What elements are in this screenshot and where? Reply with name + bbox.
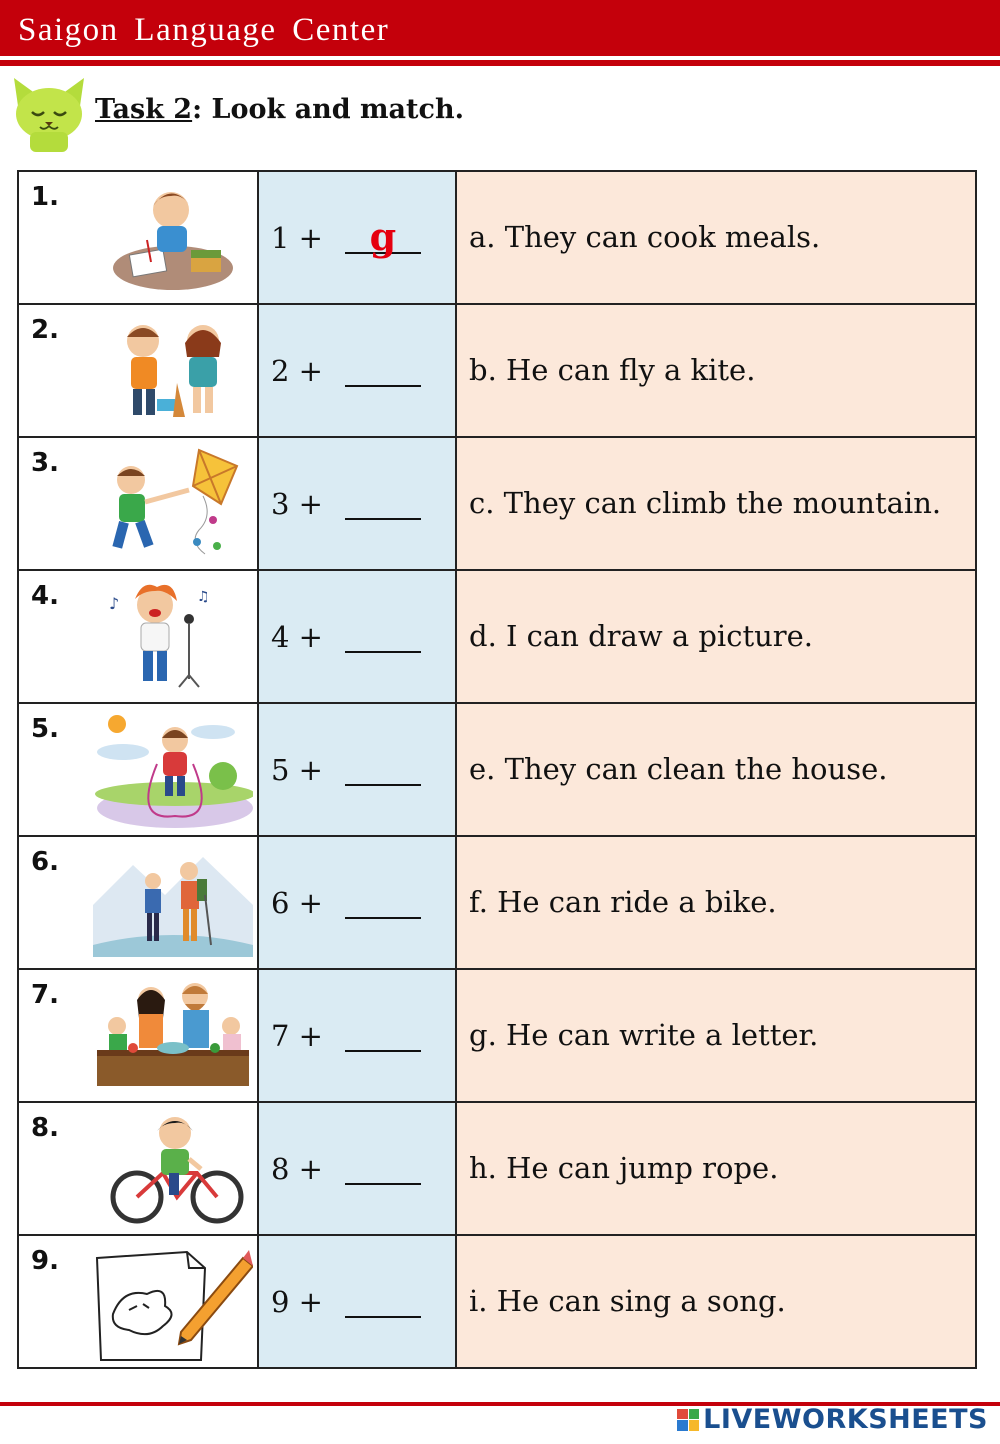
picture-cell — [18, 1102, 258, 1235]
picture-cell — [18, 836, 258, 969]
picture-cell — [18, 304, 258, 437]
boy-jump-rope-picture — [93, 712, 253, 830]
option-cell — [456, 969, 976, 1102]
row-number: 7. — [31, 980, 59, 1010]
svg-text:♫: ♫ — [197, 589, 210, 605]
table-row — [18, 1235, 976, 1368]
option-cell — [456, 1235, 976, 1368]
answer-blank[interactable] — [345, 1153, 421, 1185]
option-cell — [456, 570, 976, 703]
matching-table — [17, 170, 977, 1369]
option-text: h. He can jump rope. — [469, 1151, 779, 1186]
answer-cell — [258, 437, 456, 570]
answer-blank[interactable] — [345, 213, 421, 259]
answer-cell — [258, 570, 456, 703]
answer-label: 5 + — [271, 752, 323, 787]
answer-label: 9 + — [271, 1284, 323, 1319]
answer-label: 8 + — [271, 1151, 323, 1186]
table-row — [18, 304, 976, 437]
picture-cell — [18, 969, 258, 1102]
answer-blank[interactable] — [345, 621, 421, 653]
task-heading — [95, 94, 464, 125]
answer-cell — [258, 969, 456, 1102]
kids-cleaning-picture — [93, 313, 253, 431]
brand-name: LIVEWORKSHEETS — [703, 1404, 988, 1435]
option-cell — [456, 171, 976, 304]
option-text: i. He can sing a song. — [469, 1284, 786, 1319]
row-number: 8. — [31, 1113, 59, 1143]
svg-text:♪: ♪ — [109, 594, 120, 613]
picture-cell — [18, 570, 258, 703]
answer-cell — [258, 836, 456, 969]
option-text: a. They can cook meals. — [469, 220, 821, 255]
picture-cell — [18, 171, 258, 304]
answer-cell — [258, 1235, 456, 1368]
answer-value: g — [369, 213, 397, 259]
answer-blank[interactable] — [345, 754, 421, 786]
picture-cell — [18, 1235, 258, 1368]
liveworksheets-logo-icon — [677, 1409, 699, 1431]
answer-label: 1 + — [271, 220, 323, 255]
center-title: Saigon Language Center — [18, 12, 390, 48]
row-number: 2. — [31, 315, 59, 345]
header-bar — [0, 0, 1000, 56]
boy-flying-kite-picture — [93, 446, 253, 564]
table-row — [18, 969, 976, 1102]
table-row — [18, 437, 976, 570]
answer-blank[interactable] — [345, 887, 421, 919]
row-number: 6. — [31, 847, 59, 877]
option-cell — [456, 304, 976, 437]
answer-label: 4 + — [271, 619, 323, 654]
row-number: 1. — [31, 182, 59, 212]
answer-blank[interactable] — [345, 488, 421, 520]
row-number: 4. — [31, 581, 59, 611]
row-number: 9. — [31, 1246, 59, 1276]
option-text: c. They can climb the mountain. — [469, 486, 942, 521]
answer-label: 7 + — [271, 1018, 323, 1053]
row-number: 5. — [31, 714, 59, 744]
table-row — [18, 171, 976, 304]
task-label: Task 2 — [95, 94, 193, 125]
table-row — [18, 570, 976, 703]
table-row — [18, 836, 976, 969]
answer-label: 3 + — [271, 486, 323, 521]
boy-riding-bike-picture — [93, 1111, 253, 1229]
option-text: b. He can fly a kite. — [469, 353, 756, 388]
people-hiking-picture — [93, 845, 253, 963]
header-divider — [0, 60, 1000, 66]
table-row — [18, 1102, 976, 1235]
table-row — [18, 703, 976, 836]
answer-cell — [258, 171, 456, 304]
answer-cell — [258, 304, 456, 437]
answer-cell — [258, 703, 456, 836]
drawing-pencil-picture — [93, 1244, 253, 1362]
answer-label: 2 + — [271, 353, 323, 388]
answer-label: 6 + — [271, 885, 323, 920]
task-instruction: : Look and match. — [192, 94, 464, 125]
option-cell — [456, 437, 976, 570]
option-text: e. They can clean the house. — [469, 752, 888, 787]
liveworksheets-logo[interactable] — [677, 1404, 988, 1435]
option-text: f. He can ride a bike. — [469, 885, 777, 920]
boy-writing-letter-picture — [93, 180, 253, 298]
answer-cell — [258, 1102, 456, 1235]
answer-blank[interactable] — [345, 355, 421, 387]
cat-mascot-icon — [8, 76, 90, 152]
picture-cell — [18, 703, 258, 836]
picture-cell — [18, 437, 258, 570]
option-text: g. He can write a letter. — [469, 1018, 819, 1053]
row-number: 3. — [31, 448, 59, 478]
boy-singing-picture — [93, 579, 253, 697]
answer-blank[interactable] — [345, 1020, 421, 1052]
option-cell — [456, 836, 976, 969]
option-cell — [456, 703, 976, 836]
option-text: d. I can draw a picture. — [469, 619, 814, 654]
answer-blank[interactable] — [345, 1286, 421, 1318]
option-cell — [456, 1102, 976, 1235]
family-cooking-picture — [93, 978, 253, 1096]
